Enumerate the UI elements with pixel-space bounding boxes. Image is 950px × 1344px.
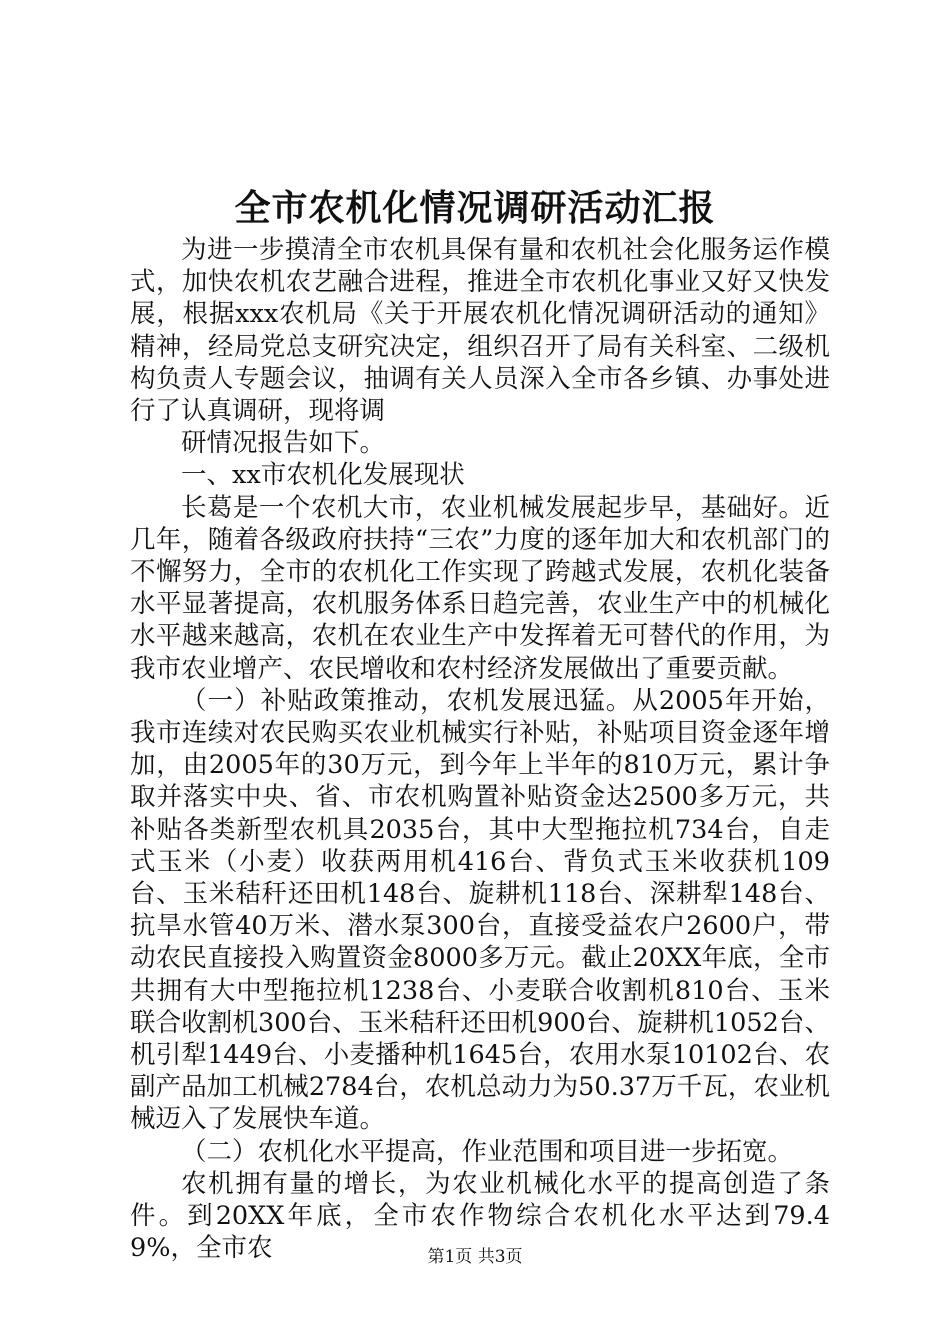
paragraph-subsidy-policy: （一）补贴政策推动，农机发展迅猛。从2005年开始，我市连续对农民购买农业机械实行补贴，补贴项目资金逐年增加，由2005年的30万元，到今年上半年的810万元，累计争取并落实中央、省、市农机购置补贴资金达2500多万元，共补贴各类新型农机具2035台，其中大型拖拉机734台，自走式玉米（小麦）收获两用机416台、背负式玉米收获机109台、玉米秸秆还田机148台、旋耕机118台、深耕犁148台、抗旱水管40万米、潜水泵300台，直接受益农户2600户，带动农民直接投入购置资金8000多万元。截止20XX年底，全市共拥有大中型拖拉机1238台、小麦联合收割机810台、玉米联合收割机300台、玉米秸秆还田机900台、旋耕机1052台、机引犁1449台、小麦播种机1645台，农用水泵10102台、农副产品加工机械2784台，农机总动力为50.37万千瓦，农业机械迈入了发展快车道。	[130, 685, 830, 1135]
paragraph-overview: 长葛是一个农机大市，农业机械发展起步早，基础好。近几年，随着各级政府扶持“三农”力度的逐年加大和农机部门的不懈努力，全市的农机化工作实现了跨越式发展，农机化装备水平显著提高，农机服务体系日趋完善，农业生产中的机械化水平越来越高，农机在农业生产中发挥着无可替代的作用，为我市农业增产、农民增收和农村经济发展做出了重要贡献。	[130, 492, 830, 684]
document-title: 全市农机化情况调研活动汇报	[234, 187, 716, 229]
subsection-heading-mechanization-level: （二）农机化水平提高，作业范围和项目进一步拓宽。	[181, 1136, 794, 1167]
paragraph-mechanization-level: 农机拥有量的增长，为农业机械化水平的提高创造了条件。到20XX年底，全市农作物综合农机化水平达到79.49%，全市农	[130, 1168, 830, 1264]
paragraph-intro: 为进一步摸清全市农机具保有量和农机社会化服务运作模式，加快农机农艺融合进程，推进全市农机化事业又好又快发展，根据xxx农机局《关于开展农机化情况调研活动的通知》精神，经局党总支研究决定，组织召开了局有关科室、二级机构负责人专题会议，抽调有关人员深入全市各乡镇、办事处进行了认真调研，现将调	[130, 235, 830, 427]
page-footer: 第1页 共3页	[427, 1247, 523, 1267]
paragraph-intro-continued: 研情况报告如下。	[181, 428, 386, 459]
section-heading-status: 一、xx市农机化发展现状	[181, 460, 465, 491]
document-body	[130, 234, 830, 1265]
